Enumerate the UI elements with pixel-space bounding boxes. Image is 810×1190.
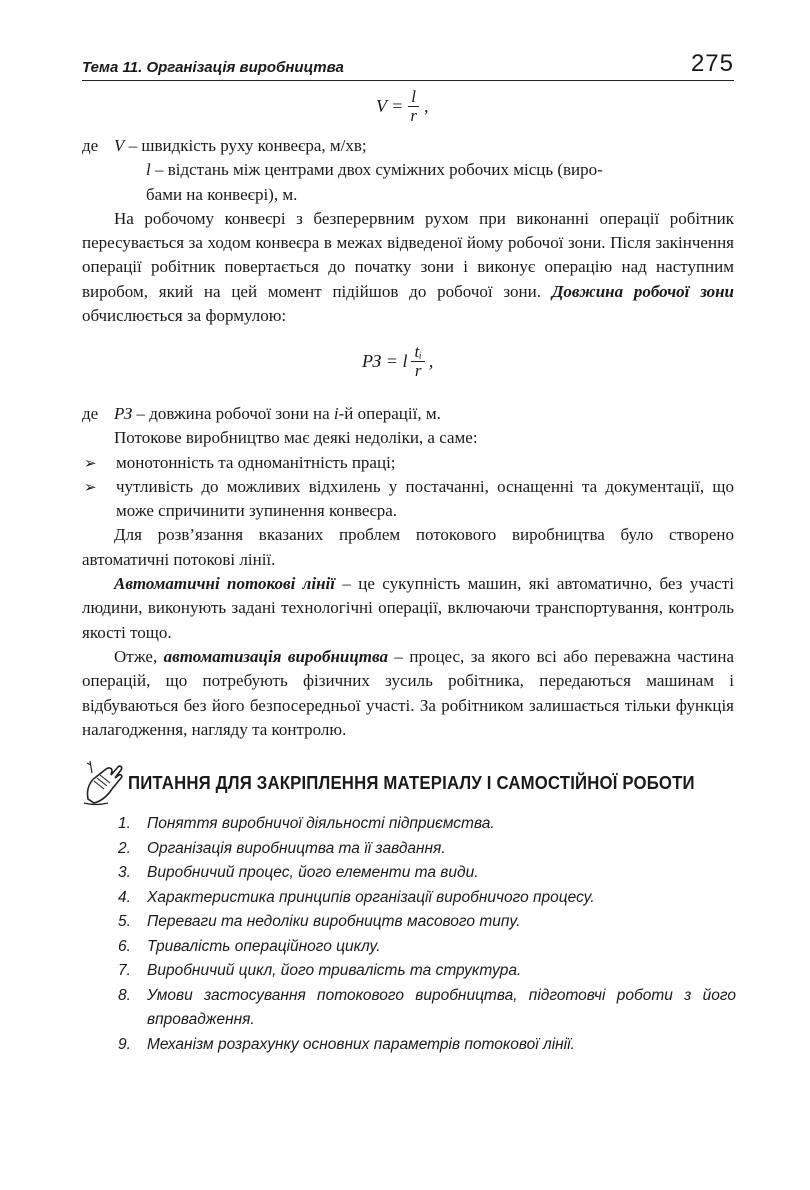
running-header (82, 50, 734, 81)
item-text: Механізм розрахунку основних параметрів потокової лінії. (147, 1035, 575, 1053)
term-automation: автоматизація виробництва (163, 646, 388, 666)
paragraph-automation-definition (82, 645, 734, 742)
paragraph-text: – це сукупність машин, які автоматично, без участі людини, виконують задані технологічні операції, включаючи транспортування, контроль якості тощо. (82, 574, 734, 642)
formula-fraction (407, 88, 420, 125)
formula-lhs: РЗ = l (362, 350, 408, 371)
symbol-v: V (114, 136, 125, 155)
definition-lead: де (82, 404, 99, 423)
list-item (118, 837, 736, 862)
bullet-text: чутливість до можливих відхилень у постачанні, оснащенні та документації, що може спричинити зупинення конвеєра. (116, 476, 734, 521)
definition-v (82, 134, 734, 158)
paragraph-text: – процес, за якого всі або переважна частина операцій, що потребують фізичних зусиль робітника, передаються машинам і відбуваються без його безпосередньої участі. За робітником залишається тільки функція налагодження, нагляду та контролю. (82, 646, 734, 739)
item-number: 4. (118, 888, 131, 906)
definition-v-text: – швидкість руху конвеєра, м/хв; (124, 136, 367, 155)
item-number: 6. (118, 937, 131, 955)
list-item (118, 959, 736, 984)
symbol-l: l (146, 160, 151, 180)
definition-rz-text-end: -й операції, м. (338, 404, 441, 423)
item-number: 7. (118, 962, 131, 979)
paragraph-drawbacks-intro: Потокове виробництво має деякі недоліки, а саме: (114, 428, 478, 448)
arrow-bullet-icon: ➢ (84, 477, 97, 496)
paragraph-automatic-lines-intro: Для розв’язання вказаних проблем потокового виробництва було створено автоматичні потокові лінії. (82, 525, 734, 569)
item-number: 8. (118, 986, 131, 1004)
symbol-rz: РЗ (114, 404, 133, 423)
definition-l-text: – відстань між центрами двох суміжних робочих місць (виро- (150, 160, 603, 180)
list-item (118, 1033, 736, 1058)
formula-fraction (411, 343, 424, 380)
paragraph-automatic-lines-definition (82, 572, 734, 645)
item-number: 1. (118, 815, 131, 832)
item-text: Характеристика принципів організації виробничого процесу. (147, 888, 595, 906)
list-item (118, 935, 736, 960)
formula-tail: , (423, 95, 429, 116)
bullet-text: монотонність та одноманітність праці; (116, 452, 396, 472)
item-text: Організація виробництва та її завдання. (147, 839, 446, 857)
term-work-zone-length: Довжина робочої зони (551, 281, 734, 301)
item-text: Тривалість операційного циклу. (147, 937, 381, 955)
definition-rz-text: – довжина робочої зони на (132, 404, 334, 423)
questions-list (118, 812, 736, 1057)
fraction-numerator: l (408, 88, 419, 107)
item-text: Переваги та недоліки виробництв масового типу. (147, 913, 521, 930)
bullet-item (82, 475, 734, 524)
page-number: 275 (690, 50, 734, 77)
list-item (118, 812, 736, 837)
item-number: 3. (118, 864, 131, 881)
formula-work-zone (362, 343, 433, 380)
fraction-denominator: r (414, 360, 422, 380)
writing-hand-icon (82, 759, 126, 807)
item-text: Виробничий процес, його елементи та види. (147, 864, 479, 881)
paragraph-text: обчислюється за формулою: (82, 306, 287, 326)
fraction-denominator: r (410, 105, 417, 125)
item-number: 5. (118, 913, 131, 930)
item-number: 9. (118, 1035, 131, 1053)
list-item (118, 984, 736, 1033)
formula-lhs: V = (376, 95, 404, 116)
symbol-i: і (333, 404, 339, 423)
item-text: Виробничий цикл, його тривалість та структура. (147, 962, 522, 979)
item-text: Умови застосування потокового виробництва, підготовчі роботи з його впровадження. (147, 986, 736, 1028)
definition-l (82, 158, 734, 182)
bullet-item (82, 451, 734, 475)
arrow-bullet-icon: ➢ (84, 453, 97, 472)
body-block-1 (82, 134, 734, 328)
questions-title: ПИТАННЯ ДЛЯ ЗАКРІПЛЕННЯ МАТЕРІАЛУ І САМОСТІЙНОЇ РОБОТИ (128, 772, 695, 793)
fraction-numerator: tᵢ (411, 343, 424, 362)
questions-heading (82, 755, 742, 811)
paragraph-text: На робочому конвеєрі з безперервним рухом при виконанні операції робітник пересувається за ходом конвеєра в межах відведеної йому робочої зони. Після закінчення операції робітник повертається до початку зони і виконує операцію над наступним виробом, який на цей момент підійшов до робочої зони. (82, 208, 734, 301)
formula-tail: , (428, 350, 434, 371)
list-item (118, 886, 736, 911)
body-block-2 (82, 402, 734, 742)
term-automatic-lines: Автоматичні потокові лінії (114, 574, 336, 594)
paragraph-work-zone (82, 207, 734, 328)
list-item (118, 910, 736, 935)
definition-rz (82, 402, 734, 426)
definition-l-cont: бами на конвеєрі), м. (146, 184, 298, 204)
paragraph-text: Отже, (114, 646, 164, 666)
formula-speed (376, 88, 428, 125)
list-item (118, 861, 736, 886)
item-text: Поняття виробничої діяльності підприємства. (147, 815, 495, 832)
definition-lead: де (82, 136, 99, 155)
item-number: 2. (118, 839, 131, 857)
header-title: Тема 11. Організація виробництва (82, 59, 344, 76)
